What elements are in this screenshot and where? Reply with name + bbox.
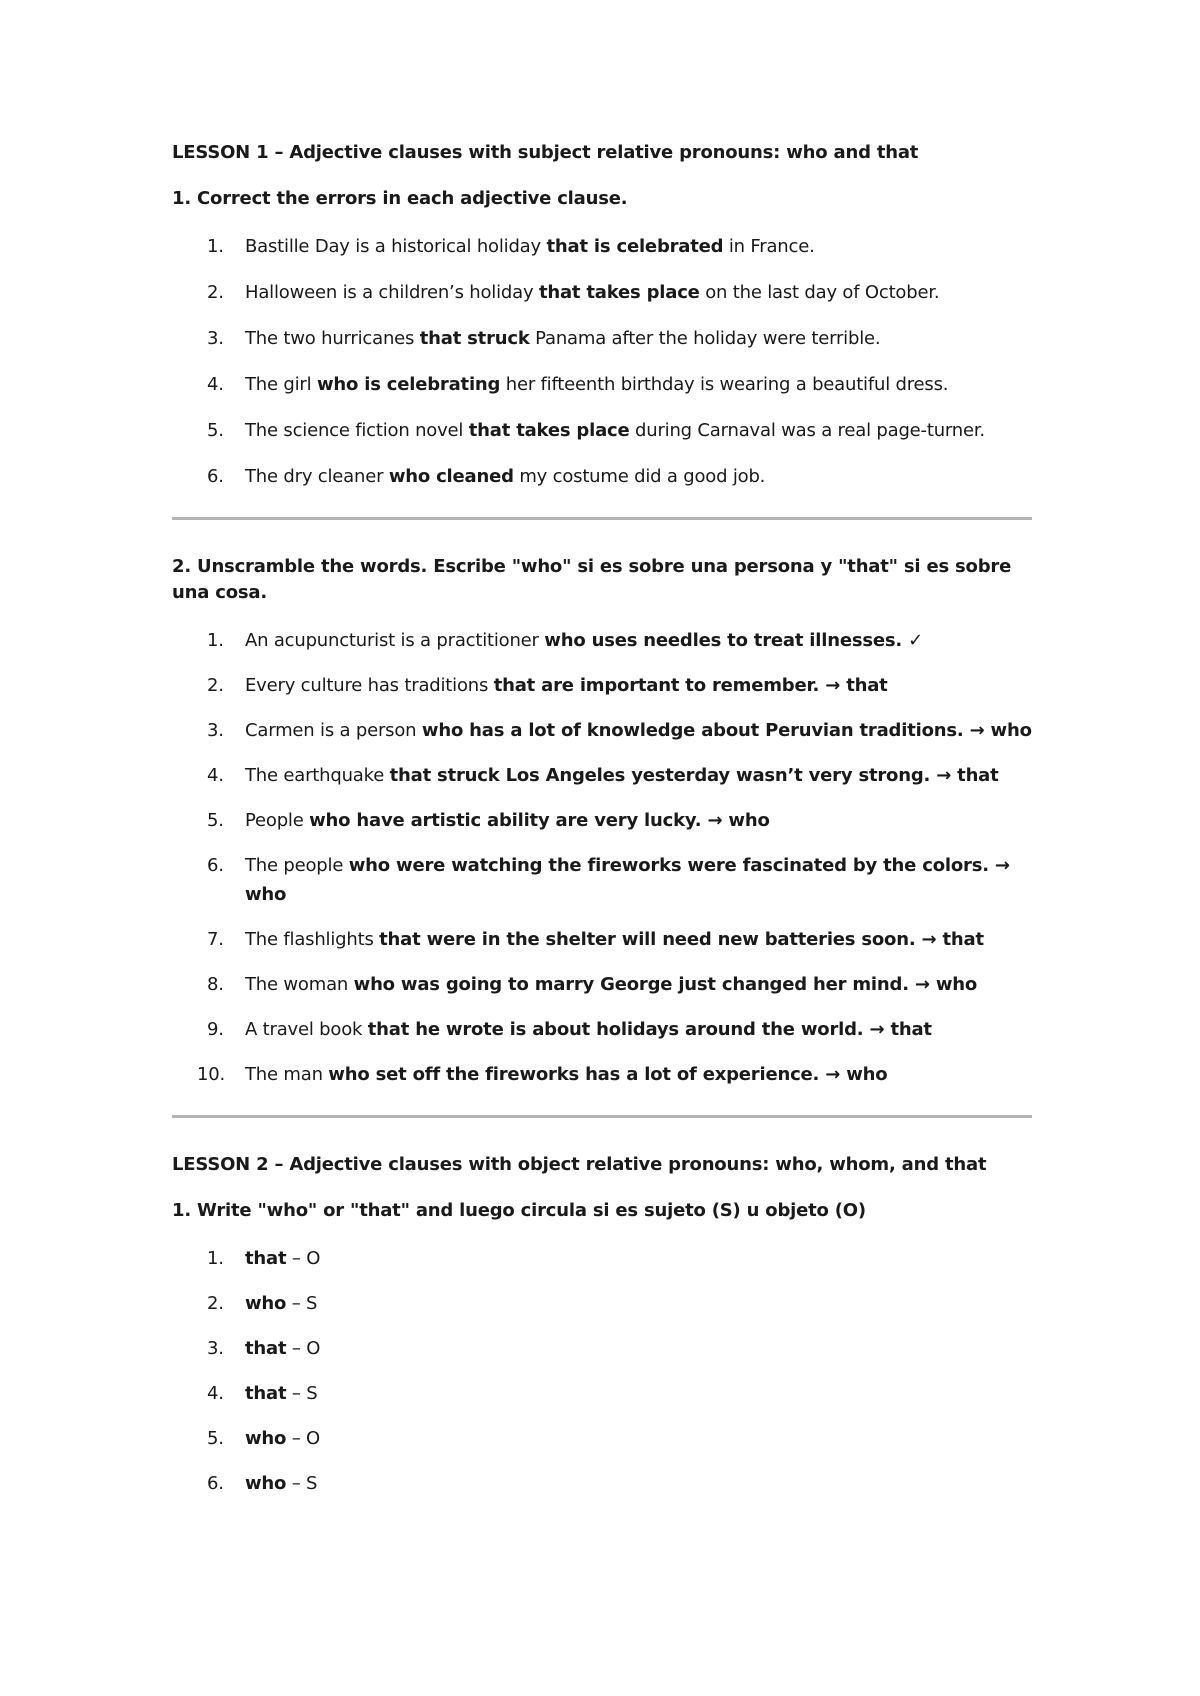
item-text: Bastille Day is a historical holiday	[245, 236, 547, 257]
item-answer: who uses needles to treat illnesses. ✓	[544, 630, 923, 651]
item-answer: who	[245, 1293, 287, 1314]
item-text-end: on the last day of October.	[699, 282, 940, 303]
item-number: 2.	[207, 1293, 224, 1314]
list-item	[172, 851, 1032, 909]
list-item	[172, 970, 1032, 999]
item-number: 1.	[207, 630, 224, 651]
list-item	[172, 232, 1032, 261]
lesson-2-title: LESSON 2 – Adjective clauses with object relative pronouns: who, whom, and that	[172, 1154, 987, 1175]
item-number: 6.	[207, 466, 224, 487]
lesson-1-title: LESSON 1 – Adjective clauses with subject relative pronouns: who and that	[172, 142, 919, 163]
item-text-end: – O	[286, 1428, 321, 1449]
item-text: The dry cleaner	[245, 466, 389, 487]
lesson-2-exercise-1-heading: 1. Write "who" or "that" and luego circula si es sujeto (S) u objeto (O)	[172, 1200, 866, 1221]
item-number: 4.	[207, 765, 224, 786]
item-answer: who cleaned	[388, 466, 514, 487]
item-number: 2.	[207, 675, 224, 696]
item-answer: that takes place	[468, 420, 630, 441]
item-text: The girl	[245, 374, 317, 395]
list-item	[172, 925, 1032, 954]
item-answer: that struck Los Angeles yesterday wasn’t very strong. → that	[389, 765, 999, 786]
item-text: The flashlights	[245, 929, 380, 950]
item-answer: who has a lot of knowledge about Peruvian traditions. → who	[421, 720, 1032, 741]
list-item	[172, 806, 1032, 835]
item-number: 2.	[207, 282, 224, 303]
list-item	[172, 1469, 1032, 1498]
list-item	[172, 462, 1032, 491]
list-item	[172, 370, 1032, 399]
item-number: 10.	[197, 1064, 226, 1085]
section-divider	[172, 517, 1032, 520]
item-number: 4.	[207, 374, 224, 395]
item-text: Carmen is a person	[245, 720, 422, 741]
item-answer: who was going to marry George just changed her mind. → who	[353, 974, 978, 995]
lesson-1-exercise-1-heading: 1. Correct the errors in each adjective clause.	[172, 188, 628, 209]
item-answer: that	[245, 1338, 287, 1359]
item-answer: who have artistic ability are very lucky. → who	[309, 810, 770, 831]
item-answer: that are important to remember. → that	[493, 675, 888, 696]
item-text: An acupuncturist is a practitioner	[245, 630, 545, 651]
item-text-end: in France.	[723, 236, 815, 257]
item-text-end: my costume did a good job.	[513, 466, 766, 487]
item-number: 9.	[207, 1019, 224, 1040]
item-number: 1.	[207, 236, 224, 257]
item-answer: that is celebrated	[546, 236, 724, 257]
item-answer: that he wrote is about holidays around the world. → that	[367, 1019, 932, 1040]
item-text: A travel book	[245, 1019, 368, 1040]
item-text: The science fiction novel	[245, 420, 469, 441]
list-item	[172, 416, 1032, 445]
item-number: 6.	[207, 1473, 224, 1494]
item-number: 3.	[207, 720, 224, 741]
section-divider	[172, 1115, 1032, 1118]
item-number: 7.	[207, 929, 224, 950]
item-text-end: – S	[286, 1473, 318, 1494]
list-item	[172, 761, 1032, 790]
item-text-end: during Carnaval was a real page-turner.	[629, 420, 985, 441]
item-number: 3.	[207, 328, 224, 349]
item-text-end: Panama after the holiday were terrible.	[529, 328, 881, 349]
lesson-1-exercise-2-list	[172, 626, 1032, 1089]
item-text: Halloween is a children’s holiday	[245, 282, 539, 303]
lesson-2-exercise-1-list	[172, 1244, 1032, 1498]
item-text-end: – S	[286, 1293, 318, 1314]
item-answer: who were watching the fireworks were fascinated by the colors. → who	[245, 855, 1010, 905]
item-number: 3.	[207, 1338, 224, 1359]
list-item	[172, 324, 1032, 353]
lesson-1-exercise-1-list	[172, 232, 1032, 491]
item-answer: who set off the fireworks has a lot of experience. → who	[328, 1064, 888, 1085]
item-text: Every culture has traditions	[245, 675, 494, 696]
item-number: 6.	[207, 855, 224, 876]
list-item	[172, 1060, 1032, 1089]
item-answer: who is celebrating	[316, 374, 501, 395]
list-item	[172, 716, 1032, 745]
list-item	[172, 626, 1032, 655]
document-page	[172, 140, 1032, 1514]
lesson-1-exercise-2-heading: 2. Unscramble the words. Escribe "who" si es sobre una persona y "that" si es sobre una cosa.	[172, 556, 1012, 603]
item-text-end: – O	[286, 1248, 321, 1269]
item-text: The man	[245, 1064, 329, 1085]
list-item	[172, 671, 1032, 700]
item-text: The two hurricanes	[245, 328, 420, 349]
item-text-end: her fifteenth birthday is wearing a beautiful dress.	[500, 374, 949, 395]
item-text: People	[245, 810, 310, 831]
list-item	[172, 1015, 1032, 1044]
item-answer: that were in the shelter will need new batteries soon. → that	[379, 929, 984, 950]
list-item	[172, 1379, 1032, 1408]
item-answer: who	[245, 1473, 287, 1494]
item-text: The people	[245, 855, 349, 876]
list-item	[172, 1334, 1032, 1363]
item-text: The earthquake	[245, 765, 390, 786]
item-number: 5.	[207, 420, 224, 441]
item-text-end: – S	[286, 1383, 318, 1404]
item-answer: that	[245, 1248, 287, 1269]
item-number: 1.	[207, 1248, 224, 1269]
item-answer: that	[245, 1383, 287, 1404]
list-item	[172, 278, 1032, 307]
list-item	[172, 1244, 1032, 1273]
item-answer: that struck	[419, 328, 530, 349]
item-number: 8.	[207, 974, 224, 995]
item-answer: that takes place	[538, 282, 700, 303]
item-text-end: – O	[286, 1338, 321, 1359]
list-item	[172, 1289, 1032, 1318]
item-number: 5.	[207, 1428, 224, 1449]
item-number: 5.	[207, 810, 224, 831]
item-number: 4.	[207, 1383, 224, 1404]
item-answer: who	[245, 1428, 287, 1449]
item-text: The woman	[245, 974, 354, 995]
list-item	[172, 1424, 1032, 1453]
